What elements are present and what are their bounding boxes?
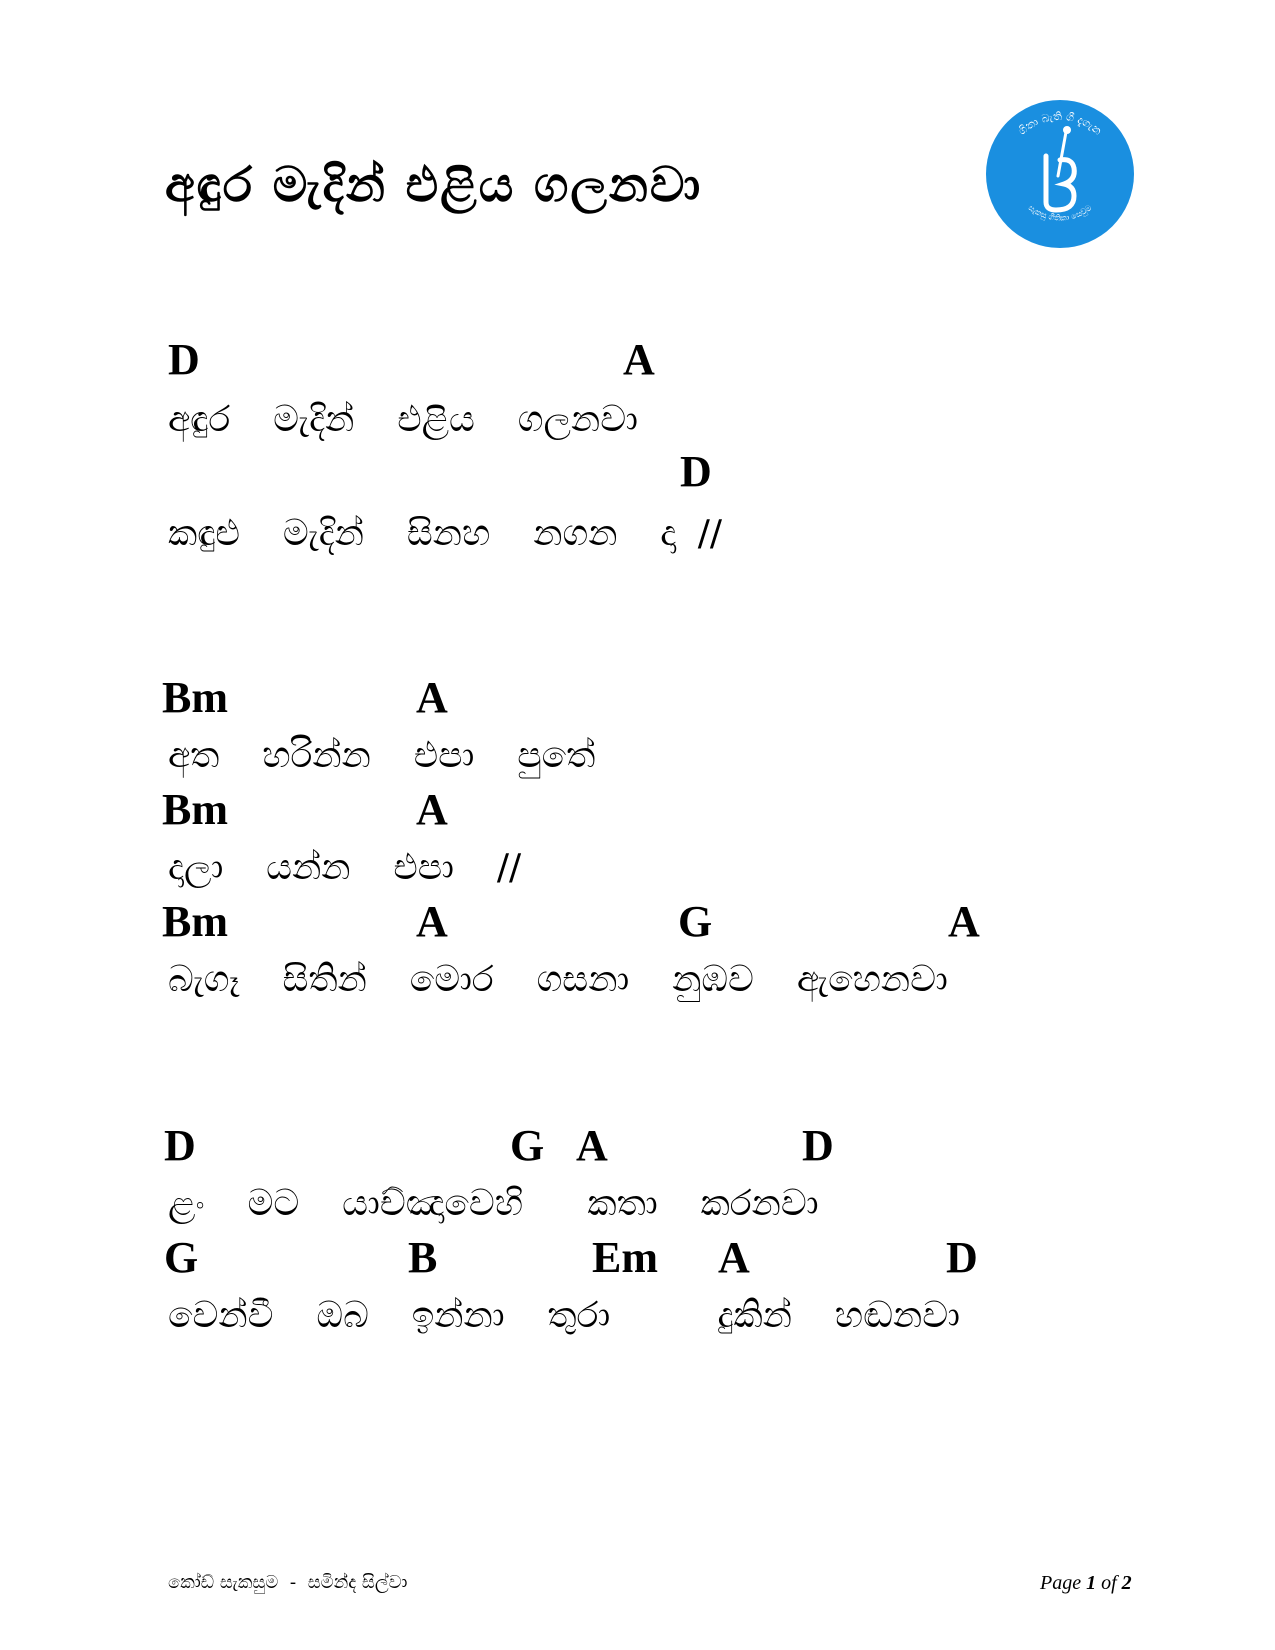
- chord: D: [680, 447, 712, 496]
- page-total: 2: [1121, 1572, 1132, 1594]
- chord: A: [623, 335, 655, 384]
- lyric-line: ළං මට යාච්ඤාවෙහි කතා කරනවා: [168, 1183, 819, 1224]
- chord: A: [416, 785, 448, 834]
- page-number: [1040, 1570, 1132, 1596]
- song-title: අඳුර මැදින් එළිය ගලනවා: [165, 157, 703, 213]
- svg-text:සැකසු ගීතිකා සෙවුම: සැකසු ගීතිකා සෙවුම: [1026, 203, 1094, 223]
- chord: Bm: [162, 785, 228, 834]
- chord-line: [162, 672, 1068, 724]
- chord: A: [416, 673, 448, 722]
- lyric-line: බැගෑ සිතින් මොර ගසනා නුඹව ඇහෙනවා: [168, 959, 948, 1000]
- guitar-logo-icon: [984, 98, 1136, 250]
- svg-text:ගිතා බැති ගී දැගැන: ගිතා බැති ගී දැගැන: [1015, 109, 1105, 138]
- chord-line: [162, 896, 1068, 948]
- lyric-line: දාලා යන්න එපා //: [168, 847, 522, 888]
- chord: Bm: [162, 673, 228, 722]
- lyric-line: අඳුර මැදින් එළිය ගලනවා: [168, 399, 638, 440]
- chord: Em: [592, 1233, 658, 1282]
- chord-line: [162, 784, 1068, 836]
- chord: D: [946, 1233, 978, 1282]
- chord-line: [168, 334, 1068, 386]
- lyric-line: අත හරින්න එපා පුතේ: [168, 735, 596, 776]
- chord-line: [164, 1120, 1068, 1172]
- page-prefix: Page: [1040, 1572, 1082, 1594]
- chord: A: [576, 1121, 608, 1170]
- chord: D: [168, 335, 200, 384]
- chord-line: [168, 446, 1068, 498]
- lyric-line: කඳුළු මැදින් සිනහ නගන දා //: [168, 513, 722, 554]
- page-of: of: [1101, 1572, 1117, 1594]
- chord: A: [416, 897, 448, 946]
- chord-line: [164, 1232, 1068, 1284]
- chord: B: [408, 1233, 438, 1282]
- chord: A: [718, 1233, 750, 1282]
- chord: D: [164, 1121, 196, 1170]
- footer-credit: කෝඩ් සැකසුම - සමින්ද සිල්වා: [168, 1572, 408, 1593]
- chord: Bm: [162, 897, 228, 946]
- chord: A: [948, 897, 980, 946]
- page-current: 1: [1086, 1572, 1097, 1594]
- lyric-line: වෙන්වී ඔබ ඉන්නා තුරා දුකින් හඬනවා: [168, 1295, 961, 1336]
- chord: G: [678, 897, 713, 946]
- logo: [984, 98, 1136, 250]
- chord: G: [164, 1233, 199, 1282]
- chord: G: [510, 1121, 545, 1170]
- chord: D: [802, 1121, 834, 1170]
